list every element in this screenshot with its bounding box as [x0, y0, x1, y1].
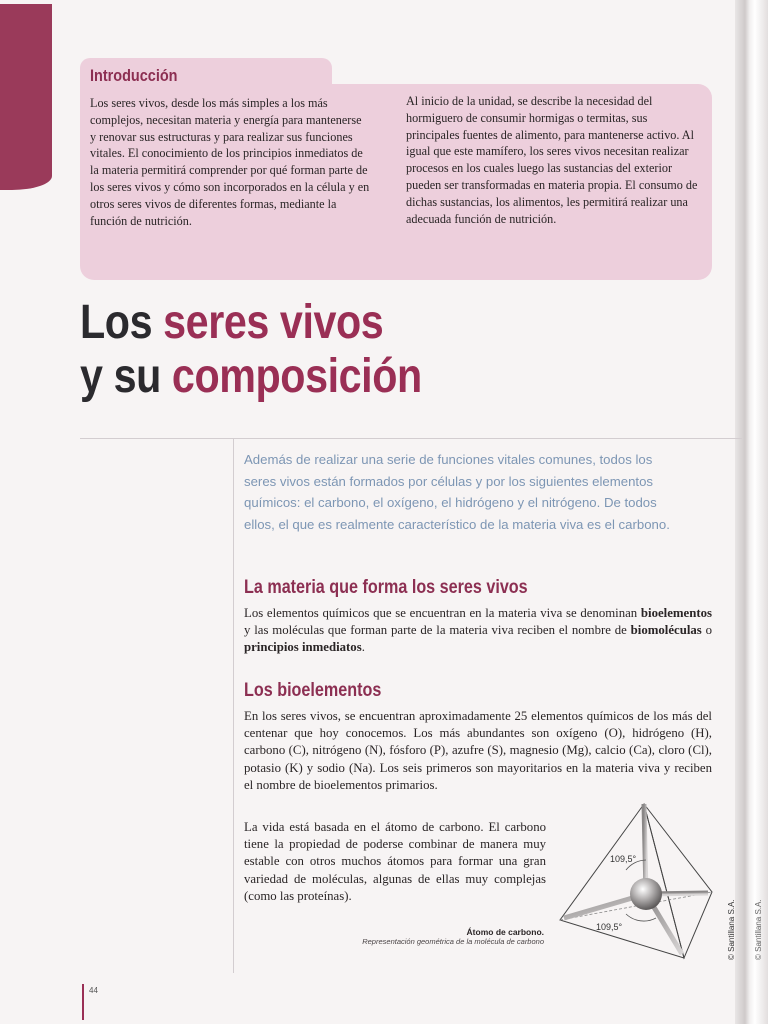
intro-column-1: Los seres vivos, desde los más simples a los más complejos, necesitan materia y energía para mantenerse y renovar sus estructuras y para realizar sus funciones vitales. El conocimiento de los principios inmediatos de la materia permitirá comprender por qué forman parte de los seres vivos y cómo son incorporados en la célula y en otros seres vivos de diferentes formas, mediante la función de nutrición. — [90, 96, 370, 228]
chapter-tab — [0, 4, 52, 190]
page-number: 44 — [89, 986, 98, 995]
book-spine-edge — [735, 0, 768, 1024]
copyright-notice: © Santillana S.A. — [727, 899, 736, 960]
copyright-notice-edge: © Santillana S.A. — [754, 899, 763, 960]
angle-label-top: 109,5° — [610, 854, 637, 864]
section-materia-text: Los elementos químicos que se encuentran en la materia viva se denominan bioelementos y las moléculas que forman parte de la materia viva reciben el nombre de biomoléculas o principios inmediatos. — [244, 606, 712, 655]
section-heading-materia: La materia que forma los seres vivos — [244, 577, 528, 598]
lead-paragraph: Además de realizar una serie de funciones vitales comunes, todos los seres vivos están formados por células y por los siguientes elementos químicos: el carbono, el oxígeno, el hidrógeno y el nitrógeno. De todos ellos, el que es realmente característico de la materia viva es el carbono. — [244, 452, 670, 532]
intro-box — [80, 58, 712, 280]
caption-title: Átomo de carbono. — [466, 927, 544, 937]
figure-caption — [350, 927, 544, 947]
divider-horizontal — [80, 438, 742, 439]
caption-description: Representación geométrica de la molécula de carbono — [362, 937, 544, 946]
bioelementos-paragraph-2: La vida está basada en el átomo de carbono. El carbono tiene la propiedad de poderse combinar de manera muy estable con otros muchos átomos para formar una gran variedad de moléculas, algunas de ellas muy complejas (como las proteínas). — [244, 820, 546, 903]
section-heading-bioelementos: Los bioelementos — [244, 680, 382, 701]
intro-title: Introducción — [90, 66, 178, 85]
page-title: Los seres vivos y su composición — [80, 296, 422, 403]
carbon-atom-tetrahedron-figure — [556, 800, 716, 966]
angle-label-bottom: 109,5° — [596, 922, 623, 932]
bioelementos-paragraph-1: En los seres vivos, se encuentran aproximadamente 25 elementos químicos de los más del centenar que hoy conocemos. Los más abundantes son oxígeno (O), hidrógeno (H), carbono (C), nitrógeno (N), fósforo (P), azufre (S), magnesio (Mg), calcio (Ca), cloro (Cl), potasio (K) y sodio (Na). Los seis primeros son mayoritarios en la materia viva y reciben el nombre de bioelementos primarios. — [244, 709, 712, 792]
intro-column-2: Al inicio de la unidad, se describe la necesidad del hormiguero de consumir hormigas o termitas, sus principales fuentes de alimento, para mantenerse activo. Al igual que este mamífero, los seres vivos necesitan realizar procesos en los cuales luego las sustancias del exterior pueden ser transformadas en materia propia. El consumo de dichas sustancias, los alimentos, les permitirá realizar una adecuada función de nutrición. — [406, 94, 698, 226]
divider-vertical — [233, 438, 234, 973]
page-number-bar — [82, 984, 84, 1020]
